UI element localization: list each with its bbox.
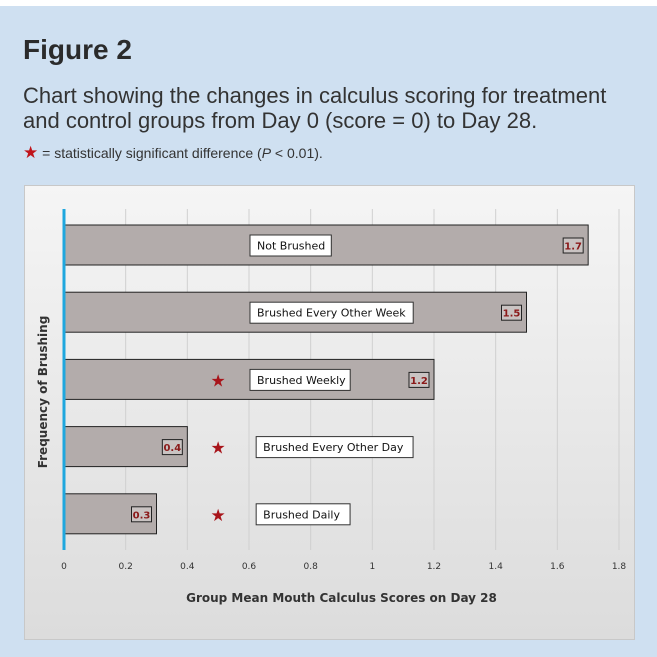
x-axis-title: Group Mean Mouth Calculus Scores on Day 28: [186, 591, 497, 605]
value-label: 1.7: [564, 241, 583, 253]
y-axis-title: Frequency of Brushing: [36, 315, 50, 469]
star-icon: ★: [23, 143, 39, 162]
x-tick-label: 1: [369, 562, 376, 572]
x-tick-label: 1.8: [611, 562, 627, 572]
bar-chart: [25, 186, 634, 639]
x-tick-label: 0.4: [180, 562, 195, 572]
category-label: Brushed Daily: [263, 508, 340, 522]
x-tick-label: 0.6: [241, 562, 257, 572]
figure-caption: Chart showing the changes in calculus scoring for treatment and control groups from Day 0 (score = 0) to Day 28.: [23, 83, 607, 133]
figure-title: Figure 2: [23, 34, 132, 65]
significance-star-icon: ★: [210, 438, 226, 459]
x-tick-label: 1.4: [488, 562, 503, 572]
note-text: = statistically significant difference (: [38, 145, 262, 161]
category-label: Not Brushed: [257, 239, 326, 253]
chart-panel: [24, 185, 635, 640]
significance-star-icon: ★: [210, 505, 226, 526]
x-tick-label: 0.8: [303, 562, 318, 572]
significance-star-icon: ★: [210, 371, 226, 392]
note-tail: < 0.01).: [271, 145, 323, 161]
note-p: P: [261, 145, 272, 161]
value-label: 1.2: [410, 375, 428, 387]
category-label: Brushed Every Other Week: [257, 306, 406, 320]
x-tick-label: 1.2: [426, 562, 442, 572]
category-label: Brushed Weekly: [257, 373, 346, 387]
category-label: Brushed Every Other Day: [263, 441, 404, 455]
x-tick-label: 0: [61, 562, 67, 572]
value-label: 1.5: [502, 308, 521, 320]
bar: [64, 359, 434, 399]
value-label: 0.4: [163, 443, 182, 455]
x-tick-label: 0.2: [118, 562, 133, 572]
x-tick-label: 1.6: [550, 562, 565, 572]
value-label: 0.3: [132, 510, 151, 522]
significance-note: [23, 143, 323, 163]
